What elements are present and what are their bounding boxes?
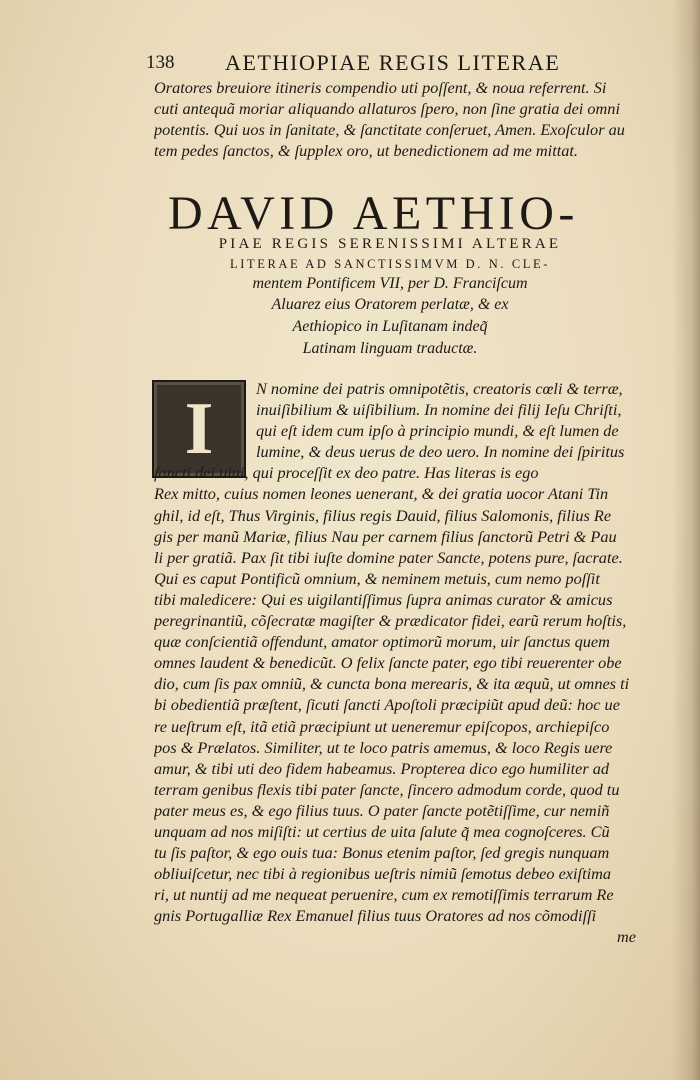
text-line: re ueſtrum eſt, itã etiã præcipiunt ut ueneremur epiſcopos, archiepiſco <box>154 716 610 736</box>
text-line: bi obedientiã præſtent, ſicuti ſancti Apoſtoli præcipiũt apud deũ: hoc ue <box>154 695 620 715</box>
text-line: dio, cum ſis pax omniũ, & cuncta bona merearis, & ita æquũ, ut omnes ti <box>154 674 630 694</box>
running-head: AETHIOPIAE REGIS LITERAE <box>225 50 561 75</box>
text-line: Oratores breuiore itineris compendio uti poſſent, & noua referrent. Si <box>154 78 607 97</box>
text-line: li per gratiã. Pax ſit tibi iuſte domine pater Sancte, potens pure, ſacrate. <box>154 547 623 567</box>
text-line: gis per manũ Mariæ, filius Nau per carnem filius ſanctorũ Petri & Pau <box>154 526 617 546</box>
page-header <box>140 52 640 76</box>
title-line: mentem Pontificem VII, per D. Franciſcum <box>252 275 528 292</box>
title-line: Latinam linguam traductæ. <box>302 340 478 357</box>
text-line: amur, & tibi uti deo fidem habeamus. Propterea dico ego humiliter ad <box>154 758 610 778</box>
text-line: ſancti dei uiui, qui proceſſit ex deo patre. Has literas is ego <box>154 463 539 483</box>
text-line: ri, ut nuntij ad me nequeat peruenire, cum ex remotiſſimis terrarum Re <box>154 885 614 905</box>
text-line: tu ſis paſtor, & ego ouis tua: Bonus etenim paſtor, ſed gregis nunquam <box>154 843 610 863</box>
text-line: quæ conſcientiã offendunt, amator optimorũ morum, uir ſanctus quem <box>154 632 610 652</box>
preceding-text <box>154 77 644 161</box>
text-line: peregrinantiũ, cõſecratæ magiſter & prædicator fidei, earũ rerum hoſtis, <box>154 611 627 631</box>
text-line: pos & Prælatos. Similiter, ut te loco patris amemus, & loco Regis uere <box>154 737 613 757</box>
text-line: Qui es caput Pontificũ omnium, & neminem metuis, cum nemo poſſit <box>154 568 600 588</box>
text-line: cuti antequã moriar aliquando allaturos ſpero, non ſine gratia dei omni <box>154 99 620 119</box>
text-line: pater meus es, & ego filius tuus. O pater ſancte potẽtiſſime, cur nemiñ <box>154 800 610 820</box>
text-line: potentis. Qui uos in ſanitate, & ſanctitate conſeruet, Amen. Exoſculor au <box>154 120 625 140</box>
text-line: obliuiſcetur, nec tibi à regionibus ueſtris nimiũ ſemotus debeo exiſtima <box>154 864 612 884</box>
text-line: tibi maledicere: Qui es uigilantiſſimus ſupra animas curator & amicus <box>154 589 613 609</box>
decorated-initial: I <box>152 380 246 478</box>
text-line: gnis Portugalliæ Rex Emanuel filius tuus Oratores ad nos cõmodiſſi <box>154 906 597 926</box>
text-line: ghil, id eſt, Thus Virginis, filius regis Dauid, filius Salomonis, filius Re <box>154 505 612 525</box>
text-line: qui eſt idem cum ipſo à principio mundi, & eſt lumen de <box>256 421 619 441</box>
section-title: DAVID AETHIO- <box>168 187 579 240</box>
text-line: tem pedes ſanctos, & ſupplex oro, ut benedictionem ad me mittat. <box>154 141 578 161</box>
text-line: omnes laudent & benedicũt. O felix ſancte pater, ego tibi reuerenter obe <box>154 653 622 673</box>
page-number: 138 <box>146 52 175 73</box>
letter-body <box>154 378 644 948</box>
text-line: inuiſibilium & uiſibilium. In nomine dei filij Ieſu Chriſti, <box>256 400 622 420</box>
text-line: unquam ad nos miſiſti: ut certius de uita ſalute q̃ mea cognoſceres. Cũ <box>154 821 610 841</box>
title-line: Aethiopico in Luſitanam indeq̃ <box>292 318 488 335</box>
title-line: Aluarez eius Oratorem perlatæ, & ex <box>271 296 509 313</box>
title-line: PIAE REGIS SERENISSIMI ALTERAE <box>218 236 562 252</box>
text-line: lumine, & deus uerus de deo uero. In nomine dei ſpiritus <box>256 442 625 462</box>
text-line: Rex mitto, cuius nomen leones uenerant, & dei gratia uocor Atani Tin <box>154 484 609 504</box>
text-line: terram genibus flexis tibi pater ſancte, ſincero admodum corde, quod tu <box>154 779 620 799</box>
title-line: LITERAE AD SANCTISSIMVM D. N. CLE- <box>230 257 550 271</box>
page-edge-shadow <box>672 0 700 1080</box>
text-line: N nomine dei patris omnipotẽtis, creatoris cœli & terræ, <box>256 379 623 398</box>
catchword: me <box>617 927 636 947</box>
